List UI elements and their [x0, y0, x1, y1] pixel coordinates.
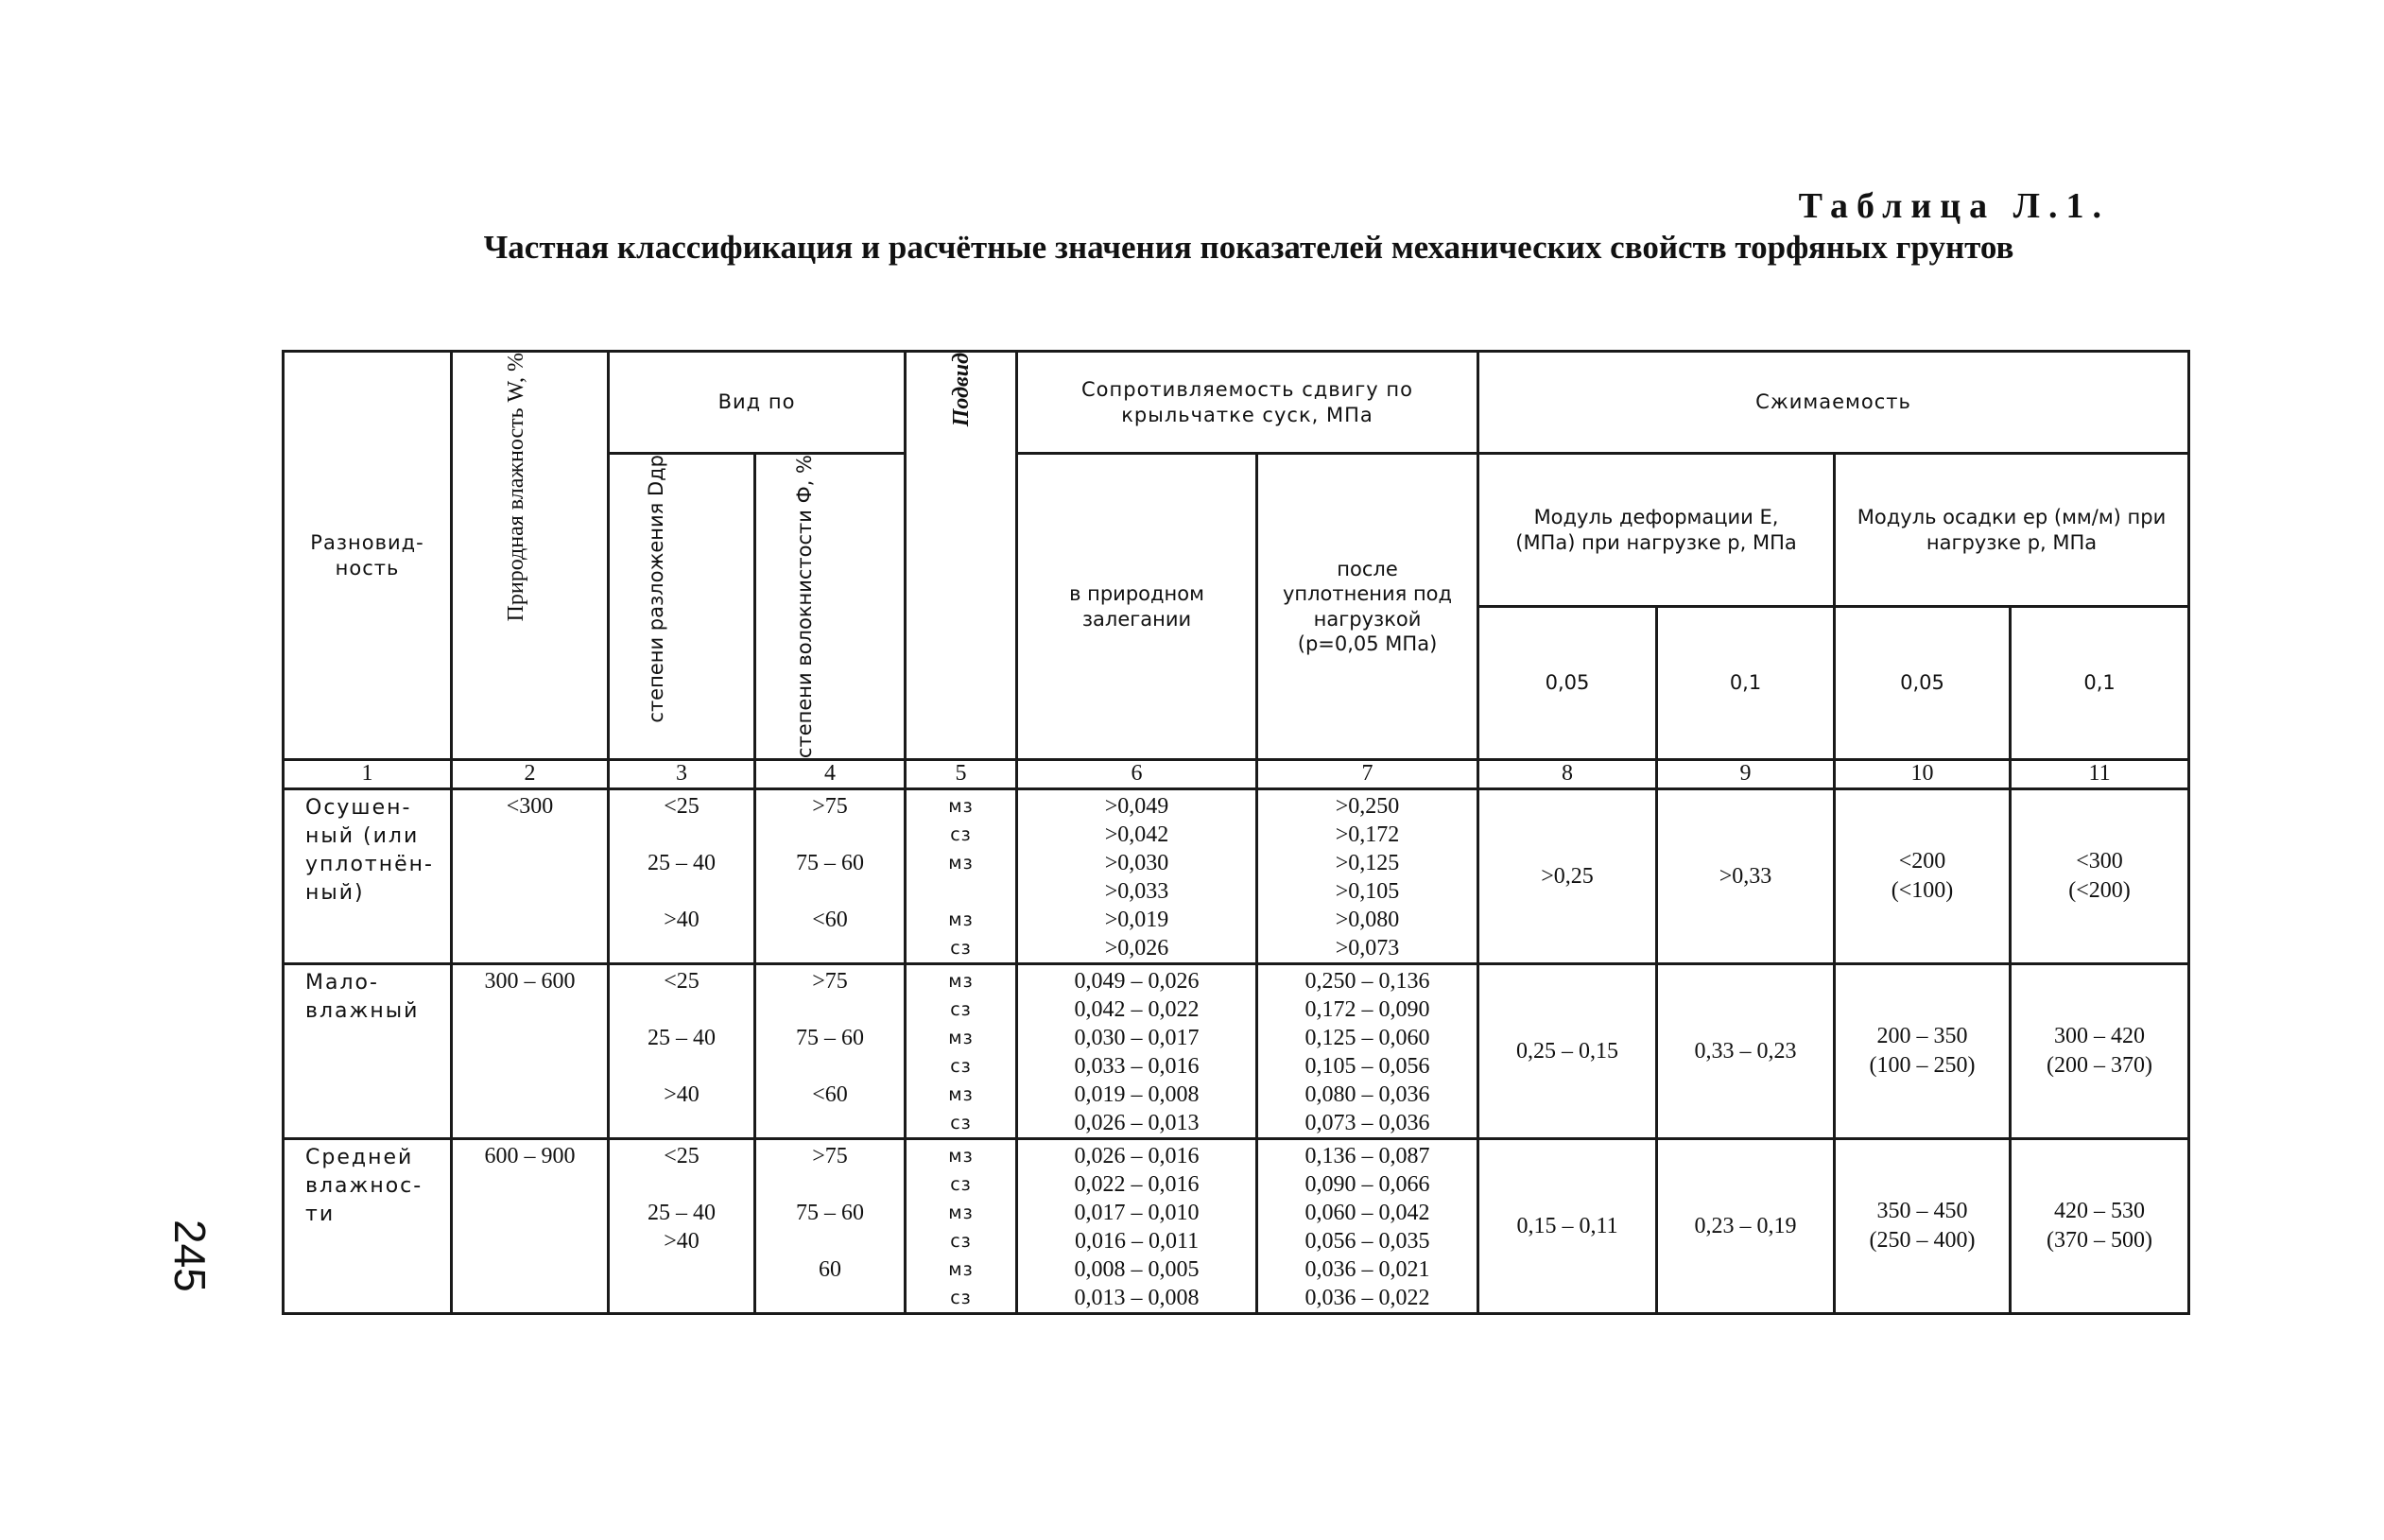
shear-natural-value: 0,033 – 0,016 — [1074, 1054, 1200, 1080]
shear-natural-value: 0,016 – 0,011 — [1074, 1229, 1200, 1254]
header-moisture-label: Природная влажность W, % — [503, 353, 528, 622]
shear-compacted-value: 0,036 – 0,022 — [1304, 1286, 1430, 1311]
fibrousness-cell — [755, 964, 906, 1139]
subtype-value: мз — [948, 909, 974, 931]
col-number: 6 — [1017, 760, 1257, 789]
shear-compacted-value: >0,125 — [1335, 851, 1400, 876]
header-deformation-modulus — [1478, 454, 1835, 607]
e005-cell: 0,15 – 0,11 — [1478, 1139, 1657, 1314]
fibrousness-value: 75 – 60 — [796, 1026, 864, 1051]
header-type-by-label: Вид по — [717, 390, 796, 414]
shear-natural-value: 0,030 – 0,017 — [1074, 1026, 1200, 1051]
moisture-cell — [452, 1139, 609, 1314]
decomposition-cell — [609, 789, 755, 964]
header-moisture — [452, 352, 609, 760]
decomposition-value: <25 — [664, 1144, 700, 1169]
shear-natural-value: 0,026 – 0,016 — [1074, 1144, 1200, 1169]
header-decomposition — [609, 454, 755, 760]
moisture-value: <300 — [506, 794, 554, 820]
variety-line: ти — [305, 1203, 336, 1227]
header-shear — [1017, 352, 1478, 454]
shear-natural-cell — [1017, 789, 1257, 964]
variety-cell — [284, 789, 452, 964]
header-e-005: 0,05 — [1478, 607, 1657, 760]
subtype-value: сз — [950, 1056, 972, 1078]
column-numbers-row — [284, 760, 2189, 789]
header-shear-label: Сопротивляемость сдвигу по крыльчатке cуск, МПа — [1081, 378, 1413, 426]
table-title-text: Частная классификация и расчётные значения показателей механических свойств торфяных грунтов — [483, 229, 2014, 266]
fibrousness-cell — [755, 789, 906, 964]
table-row-group-dried — [284, 789, 2189, 964]
ep01-cell — [2011, 1139, 2189, 1314]
subtype-cell — [906, 1139, 1017, 1314]
subtype-cell — [906, 789, 1017, 964]
e005-cell: >0,25 — [1478, 789, 1657, 964]
variety-cell — [284, 964, 452, 1139]
ep005-value: 200 – 350 — [1876, 1024, 1968, 1049]
shear-natural-value: 0,017 – 0,010 — [1074, 1201, 1200, 1226]
decomposition-value: >40 — [664, 1229, 700, 1254]
shear-compacted-cell — [1257, 1139, 1478, 1314]
shear-compacted-value: 0,105 – 0,056 — [1304, 1054, 1430, 1080]
header-decomposition-label: степени разложения Dдр — [645, 455, 667, 723]
subtype-cell — [906, 964, 1017, 1139]
subtype-value: мз — [948, 853, 974, 874]
decomposition-value: >40 — [664, 1082, 700, 1108]
ep005-value: 350 – 450 — [1876, 1199, 1968, 1224]
shear-natural-value: 0,013 – 0,008 — [1074, 1286, 1200, 1311]
header-type-by — [609, 352, 906, 454]
subtype-value: мз — [948, 796, 974, 818]
shear-natural-value: >0,042 — [1104, 822, 1169, 848]
e01-cell: 0,33 – 0,23 — [1657, 964, 1835, 1139]
shear-natural-value: 0,022 – 0,016 — [1074, 1172, 1200, 1198]
moisture-value: 600 – 900 — [484, 1144, 576, 1169]
shear-compacted-value: 0,036 – 0,021 — [1304, 1257, 1430, 1283]
shear-compacted-value: 0,080 – 0,036 — [1304, 1082, 1430, 1108]
shear-compacted-value: 0,090 – 0,066 — [1304, 1172, 1430, 1198]
header-shear-natural-label: в природном залегании — [1069, 582, 1204, 631]
col-number: 2 — [452, 760, 609, 789]
variety-line: влажный — [305, 999, 420, 1024]
ep005-cell — [1835, 789, 2011, 964]
shear-compacted-value: 0,250 – 0,136 — [1304, 969, 1430, 995]
variety-line: Средней — [305, 1146, 414, 1170]
col-number: 11 — [2011, 760, 2189, 789]
shear-natural-value: 0,042 – 0,022 — [1074, 997, 1200, 1023]
fibrousness-cell — [755, 1139, 906, 1314]
shear-natural-value: 0,019 – 0,008 — [1074, 1082, 1200, 1108]
header-variety — [284, 352, 452, 760]
shear-compacted-cell — [1257, 964, 1478, 1139]
ep01-value: (370 – 500) — [2047, 1228, 2153, 1254]
fibrousness-value: >75 — [812, 969, 848, 995]
variety-line: Осушен- — [305, 796, 412, 821]
fibrousness-value: <60 — [812, 1082, 848, 1108]
shear-compacted-value: 0,056 – 0,035 — [1304, 1229, 1430, 1254]
header-ep-01: 0,1 — [2011, 607, 2189, 760]
ep005-value: (250 – 400) — [1869, 1228, 1976, 1254]
subtype-value: мз — [948, 1084, 974, 1106]
fibrousness-value: 60 — [819, 1257, 841, 1283]
shear-compacted-value: >0,105 — [1335, 879, 1400, 905]
ep01-value: (<200) — [2068, 878, 2131, 904]
shear-natural-value: >0,049 — [1104, 794, 1169, 820]
header-fibrousness — [755, 454, 906, 760]
decomposition-value: >40 — [664, 908, 700, 933]
decomposition-value: <25 — [664, 969, 700, 995]
table-number: Таблица Л.1. — [1798, 186, 2110, 226]
moisture-cell — [452, 964, 609, 1139]
header-shear-compacted — [1257, 454, 1478, 760]
ep005-value: (<100) — [1891, 878, 1954, 904]
shear-natural-value: 0,008 – 0,005 — [1074, 1257, 1200, 1283]
e01-cell: 0,23 – 0,19 — [1657, 1139, 1835, 1314]
ep01-value: <300 — [2076, 849, 2123, 874]
subtype-value: сз — [950, 1174, 972, 1196]
ep005-cell — [1835, 1139, 2011, 1314]
header-subtype — [906, 352, 1017, 760]
decomposition-value: <25 — [664, 794, 700, 820]
variety-line: ный (или — [305, 824, 420, 849]
fibrousness-value: >75 — [812, 794, 848, 820]
col-number: 1 — [284, 760, 452, 789]
e005-cell: 0,25 – 0,15 — [1478, 964, 1657, 1139]
shear-natural-value: 0,049 – 0,026 — [1074, 969, 1200, 995]
decomposition-value: 25 – 40 — [648, 1026, 716, 1051]
header-ep-005: 0,05 — [1835, 607, 2011, 760]
header-fibrousness-label: степени волокнистости Ф, % — [793, 455, 816, 759]
subtype-value: сз — [950, 824, 972, 846]
decomposition-cell — [609, 964, 755, 1139]
fibrousness-value: 75 – 60 — [796, 1201, 864, 1226]
shear-compacted-value: 0,073 – 0,036 — [1304, 1111, 1430, 1136]
classification-table — [282, 350, 2190, 1315]
header-compressibility — [1478, 352, 2189, 454]
shear-natural-cell — [1017, 1139, 1257, 1314]
col-number: 3 — [609, 760, 755, 789]
shear-compacted-value: >0,080 — [1335, 908, 1400, 933]
moisture-cell — [452, 789, 609, 964]
shear-natural-value: >0,030 — [1104, 851, 1169, 876]
variety-line: ный) — [305, 881, 365, 906]
subtype-value: сз — [950, 1288, 972, 1309]
shear-compacted-value: >0,250 — [1335, 794, 1400, 820]
subtype-value: сз — [950, 999, 972, 1021]
header-shear-natural — [1017, 454, 1257, 760]
decomposition-cell — [609, 1139, 755, 1314]
ep01-cell — [2011, 964, 2189, 1139]
moisture-value: 300 – 600 — [484, 969, 576, 995]
subtype-value: сз — [950, 938, 972, 960]
ep01-value: 300 – 420 — [2054, 1024, 2146, 1049]
ep005-cell — [1835, 964, 2011, 1139]
subtype-value: мз — [948, 1028, 974, 1049]
shear-compacted-value: >0,172 — [1335, 822, 1400, 848]
table-row-group-medium-moisture — [284, 1139, 2189, 1314]
ep005-value: (100 – 250) — [1869, 1053, 1976, 1079]
subtype-value: сз — [950, 1113, 972, 1134]
header-subtype-label: Подвид — [948, 353, 974, 427]
subtype-value: мз — [948, 1259, 974, 1281]
shear-compacted-value: >0,073 — [1335, 936, 1400, 961]
fibrousness-value: <60 — [812, 908, 848, 933]
variety-line: влажнос- — [305, 1174, 423, 1199]
shear-natural-cell — [1017, 964, 1257, 1139]
col-number: 5 — [906, 760, 1017, 789]
col-number: 10 — [1835, 760, 2011, 789]
e01-cell: >0,33 — [1657, 789, 1835, 964]
table-title — [0, 229, 2384, 267]
shear-natural-value: >0,033 — [1104, 879, 1169, 905]
col-number: 8 — [1478, 760, 1657, 789]
subtype-value: мз — [948, 1203, 974, 1224]
page-number-text: 245 — [165, 1220, 215, 1292]
header-settlement-modulus-label: Модуль осадки ep (мм/м) при нагрузке p, МПа — [1857, 506, 2167, 554]
header-shear-compacted-label: после уплотнения под нагрузкой (p=0,05 МПа) — [1282, 558, 1453, 655]
header-e-01: 0,1 — [1657, 607, 1835, 760]
shear-compacted-cell — [1257, 789, 1478, 964]
col-number: 7 — [1257, 760, 1478, 789]
ep01-value: 420 – 530 — [2054, 1199, 2146, 1224]
shear-natural-value: 0,026 – 0,013 — [1074, 1111, 1200, 1136]
header-variety-label: Разновид-ность — [310, 531, 424, 580]
fibrousness-value: >75 — [812, 1144, 848, 1169]
page-number — [164, 1220, 216, 1292]
ep01-cell — [2011, 789, 2189, 964]
header-settlement-modulus — [1835, 454, 2189, 607]
header-deformation-modulus-label: Модуль деформации E, (МПа) при нагрузке p, МПа — [1515, 506, 1797, 554]
shear-compacted-value: 0,172 – 0,090 — [1304, 997, 1430, 1023]
shear-compacted-value: 0,060 – 0,042 — [1304, 1201, 1430, 1226]
shear-compacted-value: 0,136 – 0,087 — [1304, 1144, 1430, 1169]
col-number: 9 — [1657, 760, 1835, 789]
variety-cell — [284, 1139, 452, 1314]
decomposition-value: 25 – 40 — [648, 1201, 716, 1226]
subtype-value: сз — [950, 1231, 972, 1253]
variety-line: Мало- — [305, 971, 379, 995]
subtype-value: мз — [948, 1146, 974, 1168]
shear-compacted-value: 0,125 – 0,060 — [1304, 1026, 1430, 1051]
col-number: 4 — [755, 760, 906, 789]
decomposition-value: 25 – 40 — [648, 851, 716, 876]
ep01-value: (200 – 370) — [2047, 1053, 2153, 1079]
table-row-group-low-moisture — [284, 964, 2189, 1139]
shear-natural-value: >0,026 — [1104, 936, 1169, 961]
subtype-value: мз — [948, 971, 974, 993]
fibrousness-value: 75 – 60 — [796, 851, 864, 876]
variety-line: уплотнён- — [305, 853, 434, 877]
shear-natural-value: >0,019 — [1104, 908, 1169, 933]
ep005-value: <200 — [1898, 849, 1946, 874]
header-compressibility-label: Сжимаемость — [1755, 390, 1911, 414]
